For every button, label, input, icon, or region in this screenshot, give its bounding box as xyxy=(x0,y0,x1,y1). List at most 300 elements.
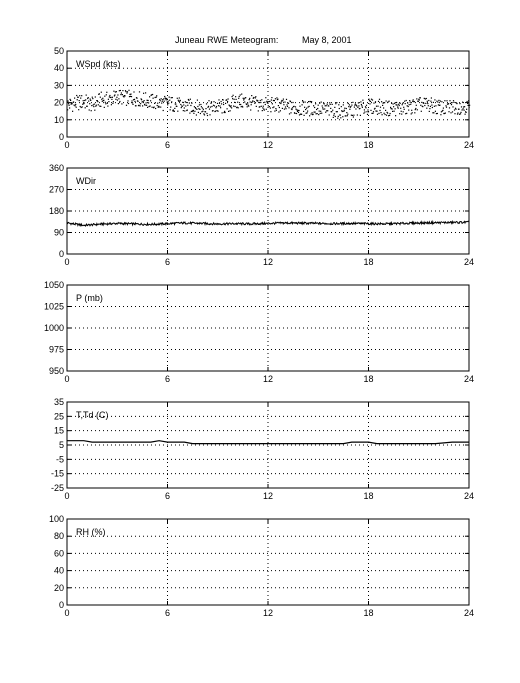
wspd-point xyxy=(313,114,314,115)
wspd-point xyxy=(148,102,149,103)
wspd-point xyxy=(274,111,275,112)
wspd-point xyxy=(465,114,466,115)
wspd-point xyxy=(140,105,141,106)
wspd-point xyxy=(152,107,153,108)
wspd-point xyxy=(188,100,189,101)
wspd-point xyxy=(218,99,219,100)
wspd-point xyxy=(131,96,132,97)
wspd-point xyxy=(140,103,141,104)
chart-date: May 8, 2001 xyxy=(302,35,352,45)
panel-rh-xtick-label: 18 xyxy=(363,608,374,618)
wspd-point xyxy=(233,95,234,96)
wspd-point xyxy=(361,104,362,105)
wspd-point xyxy=(271,99,272,100)
wspd-point xyxy=(209,114,210,115)
wspd-point xyxy=(448,103,449,104)
wspd-point xyxy=(373,103,374,104)
wspd-point xyxy=(395,108,396,109)
wspd-point xyxy=(421,111,422,112)
wspd-point xyxy=(449,107,450,108)
chart-title: Juneau RWE Meteogram: xyxy=(175,35,279,45)
wspd-point xyxy=(126,105,127,106)
wspd-point xyxy=(89,103,90,104)
wspd-point xyxy=(83,100,84,101)
wspd-point xyxy=(208,106,209,107)
wspd-point xyxy=(245,97,246,98)
wspd-point xyxy=(464,106,465,107)
wspd-point xyxy=(265,97,266,98)
wspd-point xyxy=(180,104,181,105)
wspd-point xyxy=(355,104,356,105)
wspd-point xyxy=(220,107,221,108)
wspd-point xyxy=(167,104,168,105)
wspd-point xyxy=(420,97,421,98)
wspd-point xyxy=(168,101,169,102)
wspd-point xyxy=(243,99,244,100)
wspd-point xyxy=(176,106,177,107)
wspd-point xyxy=(453,100,454,101)
wspd-point xyxy=(283,99,284,100)
wspd-point xyxy=(94,110,95,111)
panel-p-mb-xtick-label: 6 xyxy=(164,374,171,384)
wspd-point xyxy=(120,94,121,95)
panel-wdir-xtick-label: 12 xyxy=(262,257,274,267)
wspd-point xyxy=(160,100,161,101)
wspd-point xyxy=(238,107,239,108)
panel-t-td-c-ytick-label: 5 xyxy=(58,440,64,450)
wspd-point xyxy=(397,105,398,106)
panel-p-mb-ytick-label: 1050 xyxy=(43,280,64,290)
wspd-point xyxy=(225,103,226,104)
wspd-point xyxy=(149,96,150,97)
wspd-point xyxy=(434,99,435,100)
wspd-point xyxy=(190,105,191,106)
wspd-point xyxy=(309,106,310,107)
wspd-point xyxy=(380,107,381,108)
wspd-point xyxy=(312,112,313,113)
wspd-point xyxy=(379,110,380,111)
wspd-point xyxy=(435,105,436,106)
wspd-point xyxy=(81,95,82,96)
wspd-point xyxy=(349,104,350,105)
wspd-point xyxy=(124,95,125,96)
wspd-point xyxy=(444,100,445,101)
wspd-point xyxy=(69,107,70,108)
wspd-point xyxy=(306,108,307,109)
wspd-point xyxy=(258,102,259,103)
wspd-point xyxy=(360,115,361,116)
wspd-point xyxy=(450,103,451,104)
wspd-point xyxy=(350,106,351,107)
panel-t-td-c-ytick-label: -15 xyxy=(50,468,64,479)
wspd-point xyxy=(177,111,178,112)
wspd-point xyxy=(452,106,453,107)
wspd-point xyxy=(416,105,417,106)
wspd-point xyxy=(357,107,358,108)
wspd-point xyxy=(141,99,142,100)
wspd-point xyxy=(237,102,238,103)
wspd-point xyxy=(431,105,432,106)
wspd-point xyxy=(168,103,169,104)
wspd-point xyxy=(308,101,309,102)
wspd-point xyxy=(128,103,129,104)
wspd-point xyxy=(74,98,75,99)
wspd-point xyxy=(90,99,91,100)
wspd-point xyxy=(330,108,331,109)
wspd-point xyxy=(268,105,269,106)
wspd-point xyxy=(70,100,71,101)
wspd-point xyxy=(88,101,89,102)
wspd-point xyxy=(266,109,267,110)
wspd-point xyxy=(356,106,357,107)
wspd-point xyxy=(275,98,276,99)
wspd-point xyxy=(439,105,440,106)
panel-p-mb-xtick-label: 24 xyxy=(463,374,475,384)
wspd-point xyxy=(296,113,297,114)
wspd-point xyxy=(450,112,451,113)
panel-p-mb-ytick-label: 1025 xyxy=(43,301,64,312)
wspd-point xyxy=(468,105,469,106)
panel-wdir-xtick-label: 0 xyxy=(64,257,70,267)
wspd-point xyxy=(91,110,92,111)
wspd-point xyxy=(234,102,235,103)
wspd-point xyxy=(96,105,97,106)
wspd-point xyxy=(394,103,395,104)
wspd-point xyxy=(122,90,123,91)
wspd-point xyxy=(335,116,336,117)
wspd-point xyxy=(417,109,418,110)
wspd-point xyxy=(298,112,299,113)
wspd-point xyxy=(138,105,139,106)
wspd-point xyxy=(73,101,74,102)
wspd-point xyxy=(128,90,129,91)
wspd-point xyxy=(326,105,327,106)
wspd-point xyxy=(348,106,349,107)
wspd-point xyxy=(427,103,428,104)
wspd-point xyxy=(428,105,429,106)
wspd-point xyxy=(403,111,404,112)
wspd-point xyxy=(363,113,364,114)
wspd-point xyxy=(322,105,323,106)
wspd-point xyxy=(100,97,101,98)
wspd-point xyxy=(304,107,305,108)
wspd-point xyxy=(453,102,454,103)
wspd-point xyxy=(90,100,91,101)
wspd-point xyxy=(286,99,287,100)
wspd-point xyxy=(126,93,127,94)
wspd-point xyxy=(227,108,228,109)
wspd-point xyxy=(399,105,400,106)
wspd-point xyxy=(397,106,398,107)
wspd-point xyxy=(340,117,341,118)
wspd-point xyxy=(248,106,249,107)
panel-p-mb-label: P (mb) xyxy=(76,293,103,303)
wspd-point xyxy=(251,104,252,105)
wspd-point xyxy=(456,103,457,104)
panel-t-td-c-xtick-label: 24 xyxy=(463,491,475,501)
wspd-point xyxy=(274,100,275,101)
panel-wdir-ytick-label: 360 xyxy=(48,163,64,173)
wspd-point xyxy=(166,99,167,100)
wspd-point xyxy=(358,102,359,103)
wspd-point xyxy=(292,102,293,103)
wspd-point xyxy=(262,107,263,108)
panel-wdir-ytick-label: 90 xyxy=(53,227,64,238)
wspd-point xyxy=(119,101,120,102)
wspd-point xyxy=(394,111,395,112)
wspd-point xyxy=(400,108,401,109)
wspd-point xyxy=(285,108,286,109)
wspd-point xyxy=(240,104,241,105)
wspd-point xyxy=(366,111,367,112)
wspd-point xyxy=(116,97,117,98)
wspd-point xyxy=(201,106,202,107)
wspd-point xyxy=(246,104,247,105)
wspd-point xyxy=(197,100,198,101)
wspd-point xyxy=(190,99,191,100)
wspd-point xyxy=(373,111,374,112)
wspd-point xyxy=(370,110,371,111)
wspd-point xyxy=(341,106,342,107)
wspd-point xyxy=(76,95,77,96)
wspd-point xyxy=(267,101,268,102)
wspd-point xyxy=(115,99,116,100)
wspd-point xyxy=(120,90,121,91)
wspd-point xyxy=(339,108,340,109)
wspd-point xyxy=(191,103,192,104)
panel-rh-xtick-label: 6 xyxy=(164,608,171,618)
wspd-point xyxy=(311,114,312,115)
wspd-point xyxy=(354,107,355,108)
wspd-point xyxy=(89,109,90,110)
wspd-point xyxy=(72,111,73,112)
wspd-point xyxy=(342,116,343,117)
wspd-point xyxy=(181,107,182,108)
panel-rh-ytick-label: 40 xyxy=(53,565,64,576)
wspd-point xyxy=(227,101,228,102)
wspd-point xyxy=(459,103,460,104)
wspd-point xyxy=(409,100,410,101)
wspd-point xyxy=(198,112,199,113)
wspd-point xyxy=(175,104,176,105)
wspd-point xyxy=(85,99,86,100)
wspd-point xyxy=(467,101,468,102)
wspd-point xyxy=(210,103,211,104)
wspd-point xyxy=(320,111,321,112)
wspd-point xyxy=(156,97,157,98)
wspd-point xyxy=(204,114,205,115)
wspd-point xyxy=(357,114,358,115)
wspd-point xyxy=(415,109,416,110)
wspd-point xyxy=(106,94,107,95)
wspd-point xyxy=(84,102,85,103)
wspd-point xyxy=(295,106,296,107)
wspd-point xyxy=(280,103,281,104)
wspd-point xyxy=(337,118,338,119)
wspd-point xyxy=(336,102,337,103)
wspd-point xyxy=(293,106,294,107)
wspd-point xyxy=(171,97,172,98)
wspd-point xyxy=(387,113,388,114)
wspd-point xyxy=(327,104,328,105)
wspd-point xyxy=(256,106,257,107)
panel-p-mb-xtick-label: 0 xyxy=(64,374,70,384)
wspd-point xyxy=(367,109,368,110)
wspd-point xyxy=(269,101,270,102)
wspd-point xyxy=(150,100,151,101)
wspd-point xyxy=(183,110,184,111)
wspd-point xyxy=(183,104,184,105)
wspd-point xyxy=(363,103,364,104)
wspd-point xyxy=(392,111,393,112)
wspd-point xyxy=(426,98,427,99)
wspd-point xyxy=(318,114,319,115)
wspd-point xyxy=(154,107,155,108)
wspd-point xyxy=(396,102,397,103)
wspd-point xyxy=(244,101,245,102)
panel-wdir-label: WDir xyxy=(76,176,96,186)
wspd-point xyxy=(157,103,158,104)
wspd-point xyxy=(364,111,365,112)
wspd-point xyxy=(265,104,266,105)
wspd-point xyxy=(325,112,326,113)
wspd-point xyxy=(374,108,375,109)
panel-wspd-kts-ytick-label: 0 xyxy=(58,132,64,142)
wspd-point xyxy=(338,116,339,117)
panel-rh-xtick-label: 12 xyxy=(262,608,274,618)
wspd-point xyxy=(166,98,167,99)
wspd-point xyxy=(390,107,391,108)
wspd-point xyxy=(317,108,318,109)
wspd-point xyxy=(270,111,271,112)
wspd-point xyxy=(364,109,365,110)
wspd-point xyxy=(93,106,94,107)
wspd-point xyxy=(247,106,248,107)
wspd-point xyxy=(228,111,229,112)
wspd-point xyxy=(383,107,384,108)
wspd-point xyxy=(375,101,376,102)
wspd-point xyxy=(230,110,231,111)
wspd-point xyxy=(235,106,236,107)
wspd-point xyxy=(446,107,447,108)
wspd-point xyxy=(461,106,462,107)
wspd-point xyxy=(242,106,243,107)
wspd-point xyxy=(275,108,276,109)
wspd-point xyxy=(410,102,411,103)
wspd-point xyxy=(170,107,171,108)
wspd-point xyxy=(252,101,253,102)
wspd-point xyxy=(228,98,229,99)
wspd-point xyxy=(451,104,452,105)
wspd-point xyxy=(211,106,212,107)
panel-t-td-c-ytick-label: -5 xyxy=(55,454,64,465)
wspd-point xyxy=(291,109,292,110)
wspd-point xyxy=(79,95,80,96)
wspd-point xyxy=(77,99,78,100)
wspd-point xyxy=(252,100,253,101)
wspd-point xyxy=(136,98,137,99)
panel-t-td-c-xtick-label: 0 xyxy=(64,491,70,501)
wspd-point xyxy=(134,101,135,102)
wspd-point xyxy=(127,100,128,101)
wspd-point xyxy=(418,101,419,102)
wspd-point xyxy=(469,105,470,106)
wspd-point xyxy=(156,95,157,96)
wspd-point xyxy=(286,104,287,105)
wspd-point xyxy=(411,110,412,111)
wspd-point xyxy=(82,106,83,107)
wspd-point xyxy=(361,105,362,106)
panel-wspd-kts-xtick-label: 18 xyxy=(363,140,374,150)
wspd-point xyxy=(146,105,147,106)
wspd-point xyxy=(270,108,271,109)
wspd-point xyxy=(332,110,333,111)
wspd-point xyxy=(110,97,111,98)
panel-wdir-ytick-label: 180 xyxy=(48,206,64,216)
wspd-point xyxy=(283,104,284,105)
wspd-point xyxy=(108,101,109,102)
wspd-point xyxy=(451,102,452,103)
panel-t-td-c-ytick-label: 25 xyxy=(53,411,64,422)
panel-rh-xtick-label: 0 xyxy=(64,608,70,618)
wspd-point xyxy=(372,99,373,100)
wspd-point xyxy=(105,103,106,104)
wspd-point xyxy=(389,115,390,116)
wspd-point xyxy=(95,96,96,97)
wspd-point xyxy=(162,101,163,102)
wspd-point xyxy=(378,101,379,102)
wspd-point xyxy=(260,102,261,103)
wspd-point xyxy=(410,104,411,105)
wspd-point xyxy=(383,103,384,104)
panel-wspd-kts-ytick-label: 40 xyxy=(53,63,64,74)
wspd-point xyxy=(414,112,415,113)
wspd-point xyxy=(405,103,406,104)
wspd-point xyxy=(419,99,420,100)
wspd-point xyxy=(155,97,156,98)
wspd-point xyxy=(420,105,421,106)
wspd-point xyxy=(150,105,151,106)
wspd-point xyxy=(271,97,272,98)
wspd-point xyxy=(290,112,291,113)
wspd-point xyxy=(398,108,399,109)
wspd-point xyxy=(197,106,198,107)
wspd-point xyxy=(145,92,146,93)
panel-wdir-xtick-label: 6 xyxy=(164,257,171,267)
wspd-point xyxy=(78,109,79,110)
wspd-point xyxy=(255,97,256,98)
wspd-point xyxy=(333,117,334,118)
panel-t-td-c-label: T,Td (C) xyxy=(76,410,109,420)
wspd-point xyxy=(117,100,118,101)
wspd-point xyxy=(448,111,449,112)
wspd-point xyxy=(445,113,446,114)
wspd-point xyxy=(100,106,101,107)
wspd-point xyxy=(202,107,203,108)
wspd-point xyxy=(401,114,402,115)
panel-wspd-kts-ytick-label: 10 xyxy=(53,114,64,125)
wspd-point xyxy=(327,110,328,111)
wspd-point xyxy=(171,101,172,102)
wspd-point xyxy=(412,101,413,102)
wspd-point xyxy=(215,111,216,112)
wspd-point xyxy=(430,101,431,102)
panel-wspd-kts-xtick-label: 24 xyxy=(463,140,475,150)
wspd-point xyxy=(187,105,188,106)
wspd-point xyxy=(454,109,455,110)
wspd-point xyxy=(192,111,193,112)
wspd-point xyxy=(317,113,318,114)
